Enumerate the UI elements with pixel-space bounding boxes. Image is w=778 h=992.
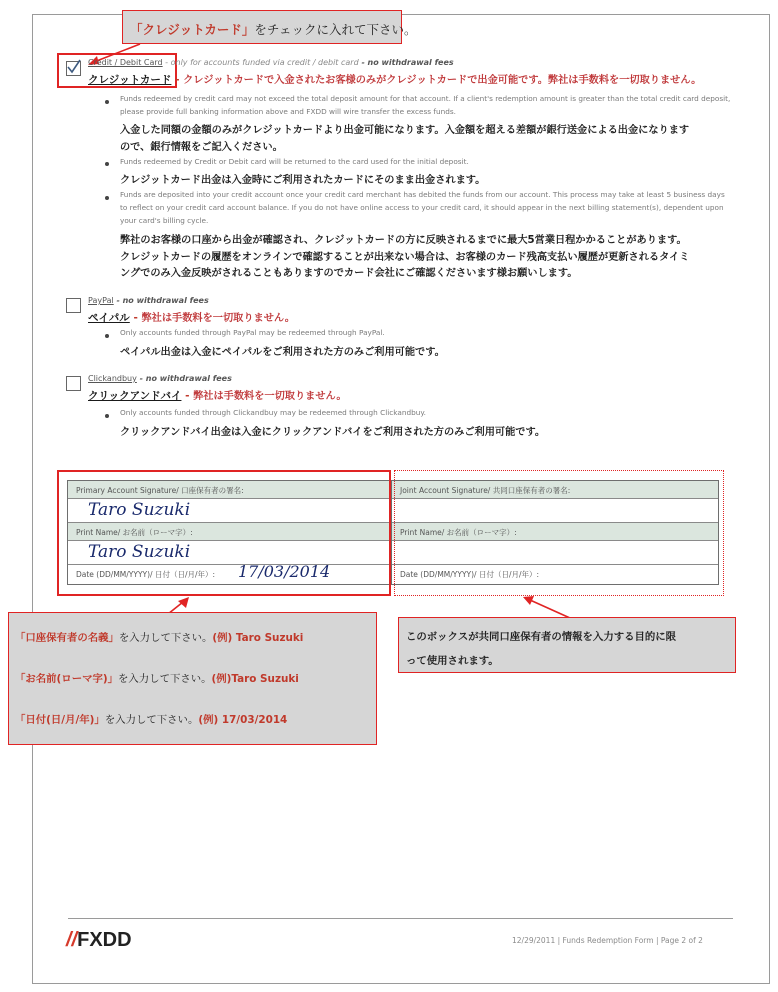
primary-signature-value: Taro Suzuki: [88, 500, 191, 520]
bullet-icon: [105, 100, 109, 104]
paypal-jp-sep: -: [129, 312, 142, 324]
left-note-line3: [15, 711, 287, 726]
credit-bullet1-en1: Funds redeemed by credit card may not exceed the total deposit amount for that account. If a client's redemption amount is greater than the total credit card deposit,: [120, 94, 731, 103]
credit-card-jp-line: [88, 71, 701, 87]
credit-bullet1-jp2: ので、銀行情報をご記入ください。: [120, 142, 283, 153]
credit-card-jp-desc: クレジットカードで入金されたお客様のみがクレジットカードで出金可能です。弊社は手数料を一切取りません。: [183, 75, 702, 86]
credit-bullet1-en2: please provide full banking information above and FXDD will wire transfer the excess funds.: [120, 107, 456, 116]
right-note-line1: このボックスが共同口座保有者の情報を入力する目的に限: [406, 631, 677, 643]
top-callout-text: [130, 20, 416, 38]
footer-divider: [68, 918, 733, 919]
left-note-line1: [15, 629, 303, 644]
clickandbuy-title-fees: - no withdrawal fees: [136, 374, 232, 383]
paypal-title-fees: - no withdrawal fees: [113, 296, 209, 305]
primary-signature-label: Primary Account Signature/ 口座保有者の署名:: [76, 486, 244, 495]
paypal-bullet-en: Only accounts funded through PayPal may be redeemed through PayPal.: [120, 328, 385, 337]
clickandbuy-title-link: Clickandbuy: [88, 374, 137, 383]
clickandbuy-bullet-en: Only accounts funded through Clickandbuy may be redeemed through Clickandbuy.: [120, 408, 426, 417]
left-note-line3-field: 「日付(日/月/年)」: [15, 714, 105, 726]
credit-bullet2-jp: クレジットカード出金は入金時にご利用されたカードにそのまま出金されます。: [120, 175, 486, 186]
left-note-line1-field: 「口座保有者の名義」: [15, 632, 119, 644]
credit-bullet1-jp1: 入金した同額の金額のみがクレジットカードより出金可能になります。入金額を超える差額が銀行送金による出金になります: [120, 125, 690, 136]
paypal-jp-name: ペイパル: [88, 312, 130, 324]
primary-highlight-box: [57, 470, 391, 596]
top-callout-highlight: 「クレジットカード」: [130, 22, 255, 37]
paypal-jp-desc: 弊社は手数料を一切取りません。: [141, 313, 295, 324]
paypal-title-link: PayPal: [88, 296, 114, 305]
clickandbuy-jp-desc: 弊社は手数料を一切取りません。: [193, 391, 347, 402]
credit-card-checkbox[interactable]: [66, 61, 81, 76]
date-value: 17/03/2014: [238, 562, 331, 581]
left-note-line2-example: (例)Taro Suzuki: [211, 673, 299, 685]
credit-bullet3-en1: Funds are deposited into your credit account once your credit card merchant has debited the funds from our account. This process may take at least 5 business days: [120, 190, 725, 199]
credit-bullet3-jp3: ングでのみ入金反映がされることもありますのでカード会社にご確認くださいます様お願いします。: [120, 268, 578, 279]
clickandbuy-jp-name: クリックアンドバイ: [88, 390, 182, 402]
left-note-line2-field: 「お名前(ローマ字)」: [15, 673, 119, 685]
clickandbuy-bullet-jp: クリックアンドバイ出金は入金にクリックアンドバイをご利用された方のみご利用可能です。: [120, 427, 546, 438]
left-note-line2: [15, 670, 299, 685]
credit-bullet3-jp2: クレジットカードの履歴をオンラインで確認することが出来ない場合は、お客様のカード残高支払い履歴が更新されるタイミ: [120, 252, 690, 263]
paypal-title: [88, 296, 209, 305]
footer-info: 12/29/2011 | Funds Redemption Form | Page 2 of 2: [512, 936, 703, 945]
joint-signature-label: Joint Account Signature/ 共同口座保有者の署名:: [400, 486, 571, 495]
clickandbuy-title: [88, 374, 232, 383]
paypal-checkbox[interactable]: [66, 298, 81, 313]
left-note-line3-example: (例) 17/03/2014: [198, 714, 288, 726]
left-note-line1-example: (例) Taro Suzuki: [212, 632, 304, 644]
clickandbuy-checkbox[interactable]: [66, 376, 81, 391]
bullet-icon: [105, 196, 109, 200]
left-note-line1-instruction: を入力して下さい。: [118, 632, 213, 644]
joint-print-name-label: Print Name/ お名前（ローマ字）:: [400, 528, 517, 537]
clickandbuy-jp-line: [88, 387, 347, 403]
credit-card-title-note: - only for accounts funded via credit / debit card: [162, 58, 359, 67]
print-name-label: Print Name/ お名前（ローマ字）:: [76, 528, 193, 537]
paypal-jp-line: [88, 309, 295, 325]
logo-slash-icon: //: [66, 929, 78, 951]
print-name-value: Taro Suzuki: [88, 542, 191, 562]
credit-card-jp-sep: -: [171, 74, 184, 86]
joint-date-label: Date (DD/MM/YYYY)/ 日付（日/月/年）:: [400, 570, 540, 579]
clickandbuy-jp-sep: -: [181, 390, 194, 402]
date-label: Date (DD/MM/YYYY)/ 日付（日/月/年）:: [76, 570, 216, 579]
bullet-icon: [105, 162, 109, 166]
credit-card-title-fees: - no withdrawal fees: [358, 58, 454, 67]
fxdd-logo: [66, 929, 132, 952]
top-callout-rest: をチェックに入れて下さい。: [254, 22, 417, 37]
credit-bullet2-en: Funds redeemed by Credit or Debit card will be returned to the card used for the initial deposit.: [120, 157, 469, 166]
credit-bullet3-jp1: 弊社のお客様の口座から出金が確認され、クレジットカードの方に反映されるまでに最大5営業日程かかることがあります。: [120, 235, 687, 246]
bullet-icon: [105, 334, 109, 338]
bullet-icon: [105, 414, 109, 418]
left-note-line3-instruction: を入力して下さい。: [104, 714, 199, 726]
check-icon: [66, 59, 81, 74]
credit-bullet3-en3: your card's billing cycle.: [120, 216, 209, 225]
credit-card-title: [88, 58, 454, 67]
joint-highlight-box: [394, 470, 724, 596]
credit-card-jp-name: クレジットカード: [88, 74, 172, 86]
logo-text: FXDD: [77, 929, 132, 951]
left-note-line2-instruction: を入力して下さい。: [118, 673, 212, 685]
right-note-line2: って使用されます。: [406, 655, 499, 667]
credit-card-title-link: Credit / Debit Card: [88, 58, 163, 67]
paypal-bullet-jp: ペイパル出金は入金にペイパルをご利用された方のみご利用可能です。: [120, 347, 445, 358]
credit-bullet3-en2: to reflect on your credit card account balance. If you do not have online access to your credit card, it should appear in the next billing statement(s), dependent upon: [120, 203, 724, 212]
